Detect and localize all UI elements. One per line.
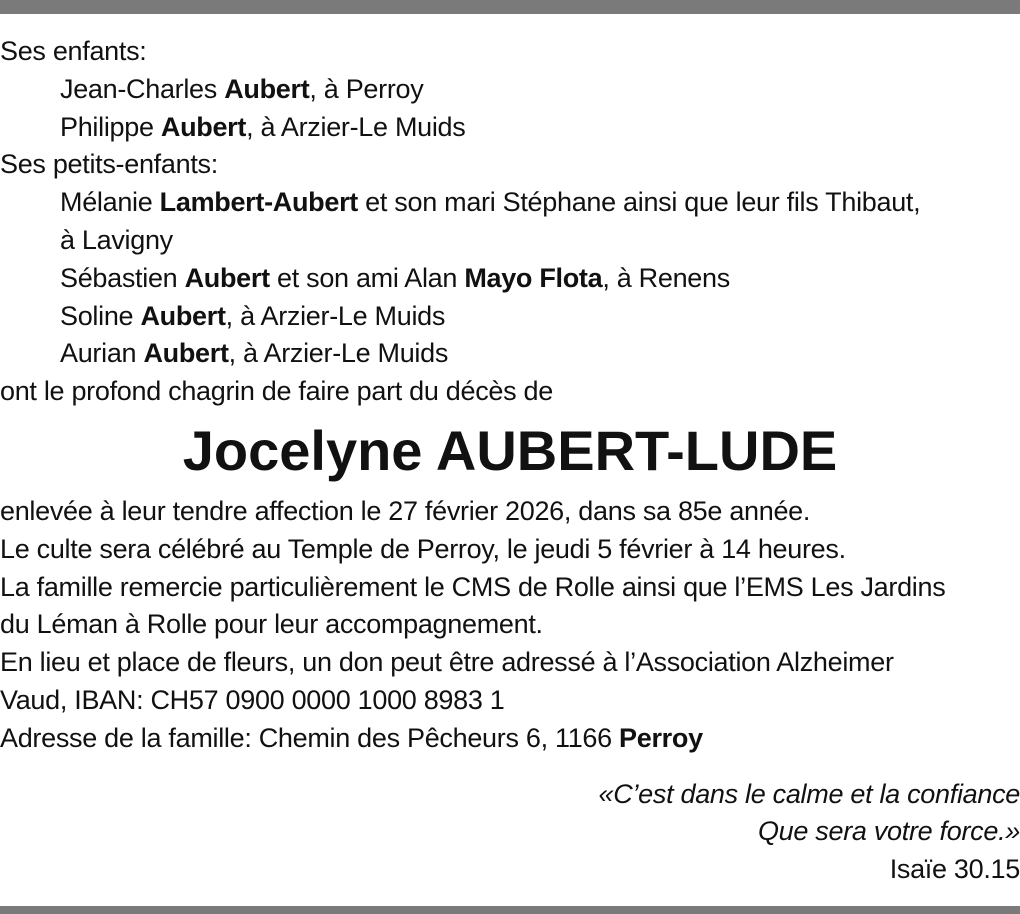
- grandchildren-heading: Ses petits-enfants:: [0, 149, 218, 180]
- first-name: Mélanie: [60, 187, 160, 218]
- details: et son mari Stéphane ainsi que leur fils Thibaut,: [357, 187, 921, 218]
- first-name: Aurian: [60, 338, 144, 369]
- location: , à Perroy: [309, 73, 424, 104]
- grandchild-entry: [0, 184, 1020, 222]
- location: , à Arzier-Le Muids: [246, 111, 466, 142]
- child-entry: [0, 71, 1020, 109]
- last-name: Aubert: [224, 73, 310, 104]
- location: , à Arzier-Le Muids: [225, 300, 446, 331]
- address-label: Adresse de la famille: Chemin des Pêcheurs 6, 1166: [0, 722, 620, 753]
- address-town: Perroy: [619, 722, 703, 753]
- body-line: En lieu et place de fleurs, un don peut être adressé à l’Association Alzheimer: [0, 647, 894, 678]
- body-line: La famille remercie particulièrement le CMS de Rolle ainsi que l’EMS Les Jardins: [0, 571, 946, 602]
- details: et son ami Alan: [269, 262, 465, 293]
- body-line: du Léman à Rolle pour leur accompagnement.: [0, 609, 543, 640]
- location: , à Renens: [602, 262, 730, 293]
- first-name: Philippe: [60, 111, 161, 142]
- location: , à Arzier-Le Muids: [228, 338, 449, 369]
- grandchild-entry: [0, 298, 1020, 336]
- last-name: Aubert: [184, 262, 270, 293]
- quote-line: «C’est dans le calme et la confiance: [598, 778, 1020, 809]
- top-border: [0, 0, 1020, 14]
- last-name: Aubert: [140, 300, 226, 331]
- body-line: Vaud, IBAN: CH57 0900 0000 1000 8983 1: [0, 684, 505, 715]
- grandchild-entry: [0, 260, 1020, 298]
- last-name: Lambert-Aubert: [159, 187, 358, 218]
- first-name: Sébastien: [60, 262, 185, 293]
- family-address: [0, 720, 1020, 758]
- first-name: Soline: [60, 300, 141, 331]
- partner-last-name: Mayo Flota: [464, 262, 603, 293]
- announcement-text: ont le profond chagrin de faire part du décès de: [0, 376, 553, 407]
- scripture-quote: [0, 776, 1020, 889]
- children-heading: Ses enfants:: [0, 36, 147, 66]
- grandchild-entry-continuation: à Lavigny: [60, 224, 173, 255]
- first-name: Jean-Charles: [60, 73, 225, 104]
- body-line: enlevée à leur tendre affection le 27 février 2026, dans sa 85e année.: [0, 495, 811, 526]
- deceased-name: Jocelyne AUBERT-LUDE: [182, 418, 838, 482]
- grandchild-entry: [0, 335, 1020, 373]
- quote-reference: Isaïe 30.15: [889, 854, 1020, 885]
- obituary-notice: [0, 33, 1020, 889]
- last-name: Aubert: [160, 111, 247, 142]
- last-name: Aubert: [143, 338, 229, 369]
- body-line: Le culte sera célébré au Temple de Perroy, le jeudi 5 février à 14 heures.: [0, 533, 846, 564]
- bottom-border: [0, 906, 1020, 914]
- child-entry: [0, 109, 1020, 147]
- quote-line: Que sera votre force.»: [757, 816, 1020, 847]
